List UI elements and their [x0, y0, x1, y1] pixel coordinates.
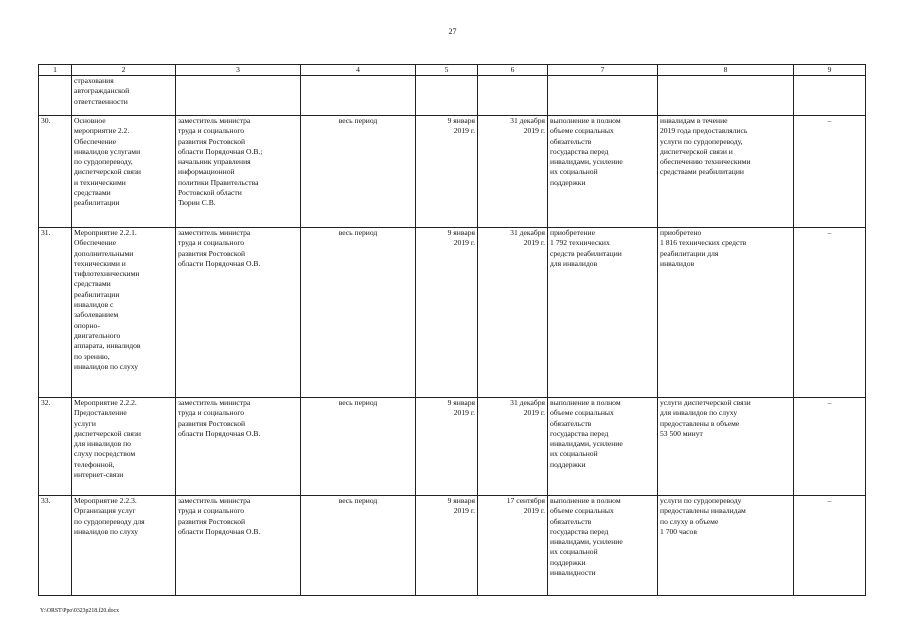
cell-start: 9 января 2019 г. — [416, 116, 478, 228]
file-path-footer: Y:\ORST\Ppo\0323p218.f20.docx — [40, 608, 120, 614]
page-number: 27 — [448, 27, 457, 36]
cell-num: 30. — [39, 116, 72, 228]
table-row — [39, 496, 866, 596]
cell-name: Мероприятие 2.2.1. Обеспечение дополнительными техническими и тифлотехническими средствами реабилитации инвалидов с заболеванием опорно- двигательного аппарата, инвалидов по зрению, инвалидов по слуху — [72, 228, 176, 398]
cell-name: Мероприятие 2.2.3. Организация услуг по сурдопереводу для инвалидов по слуху — [72, 496, 176, 596]
column-number: 9 — [794, 65, 866, 76]
cell-num: 32. — [39, 398, 72, 496]
cell-start: 9 января 2019 г. — [416, 228, 478, 398]
cell-num: 31. — [39, 228, 72, 398]
column-number-row — [39, 65, 866, 76]
cell-start — [416, 76, 478, 116]
cell-actual: услуги диспетчерской связи для инвалидов по слуху предоставлены в объеме 53 500 минут — [658, 398, 794, 496]
report-table — [38, 64, 866, 596]
cell-note — [794, 76, 866, 116]
cell-note: – — [794, 398, 866, 496]
cell-expected: приобретение 1 792 технических средств реабилитации для инвалидов — [548, 228, 658, 398]
cell-responsible: заместитель министра труда и социального развития Ростовской области Порядочная О.В. — [176, 398, 301, 496]
cell-name: страхования автогражданской ответственности — [72, 76, 176, 116]
column-number: 7 — [548, 65, 658, 76]
column-number: 1 — [39, 65, 72, 76]
column-number: 6 — [478, 65, 548, 76]
cell-name: Основное мероприятие 2.2. Обеспечение инвалидов услугами по сурдопереводу, диспетчерской связи и техническими средствами реабилитации — [72, 116, 176, 228]
cell-expected: выполнение в полном объеме социальных обязательств государства перед инвалидами, усиление их социальной поддержки — [548, 398, 658, 496]
cell-note: – — [794, 116, 866, 228]
cell-actual: инвалидам в течение 2019 года предоставлялись услуги по сурдопереводу, диспетчерской связи и обеспечению техническими средствами реабилитации — [658, 116, 794, 228]
cell-actual: услуги по сурдопереводу предоставлены инвалидам по слуху в объеме 1 700 часов — [658, 496, 794, 596]
cell-start: 9 января 2019 г. — [416, 398, 478, 496]
cell-responsible: заместитель министра труда и социального развития Ростовской области Порядочная О.В.; начальник управления информационной политики Правительства Ростовской области Тюрин С.В. — [176, 116, 301, 228]
cell-actual: приобретено 1 816 технических средств реабилитации для инвалидов — [658, 228, 794, 398]
continuation-row — [39, 76, 866, 116]
cell-end: 31 декабря 2019 г. — [478, 398, 548, 496]
cell-period: весь период — [301, 496, 416, 596]
cell-period: весь период — [301, 116, 416, 228]
cell-period: весь период — [301, 228, 416, 398]
cell-actual — [658, 76, 794, 116]
cell-end: 17 сентября 2019 г. — [478, 496, 548, 596]
cell-period: весь период — [301, 398, 416, 496]
cell-responsible: заместитель министра труда и социального развития Ростовской области Порядочная О.В. — [176, 228, 301, 398]
cell-note: – — [794, 228, 866, 398]
cell-responsible: заместитель министра труда и социального развития Ростовской области Порядочная О.В. — [176, 496, 301, 596]
table-row — [39, 398, 866, 496]
column-number: 5 — [416, 65, 478, 76]
cell-period — [301, 76, 416, 116]
column-number: 8 — [658, 65, 794, 76]
cell-end: 31 декабря 2019 г. — [478, 116, 548, 228]
cell-num: 33. — [39, 496, 72, 596]
cell-note: – — [794, 496, 866, 596]
cell-name: Мероприятие 2.2.2. Предоставление услуги диспетчерской связи для инвалидов по слуху посредством телефонной, интернет-связи — [72, 398, 176, 496]
cell-expected: выполнение в полном объеме социальных обязательств государства перед инвалидами, усиление их социальной поддержки инвалидности — [548, 496, 658, 596]
column-number: 3 — [176, 65, 301, 76]
table-row — [39, 116, 866, 228]
cell-start: 9 января 2019 г. — [416, 496, 478, 596]
column-number: 4 — [301, 65, 416, 76]
cell-end: 31 декабря 2019 г. — [478, 228, 548, 398]
cell-expected: выполнение в полном объеме социальных обязательств государства перед инвалидами, усиление их социальной поддержки — [548, 116, 658, 228]
column-number: 2 — [72, 65, 176, 76]
cell-num — [39, 76, 72, 116]
cell-responsible — [176, 76, 301, 116]
cell-expected — [548, 76, 658, 116]
table-row — [39, 228, 866, 398]
cell-end — [478, 76, 548, 116]
